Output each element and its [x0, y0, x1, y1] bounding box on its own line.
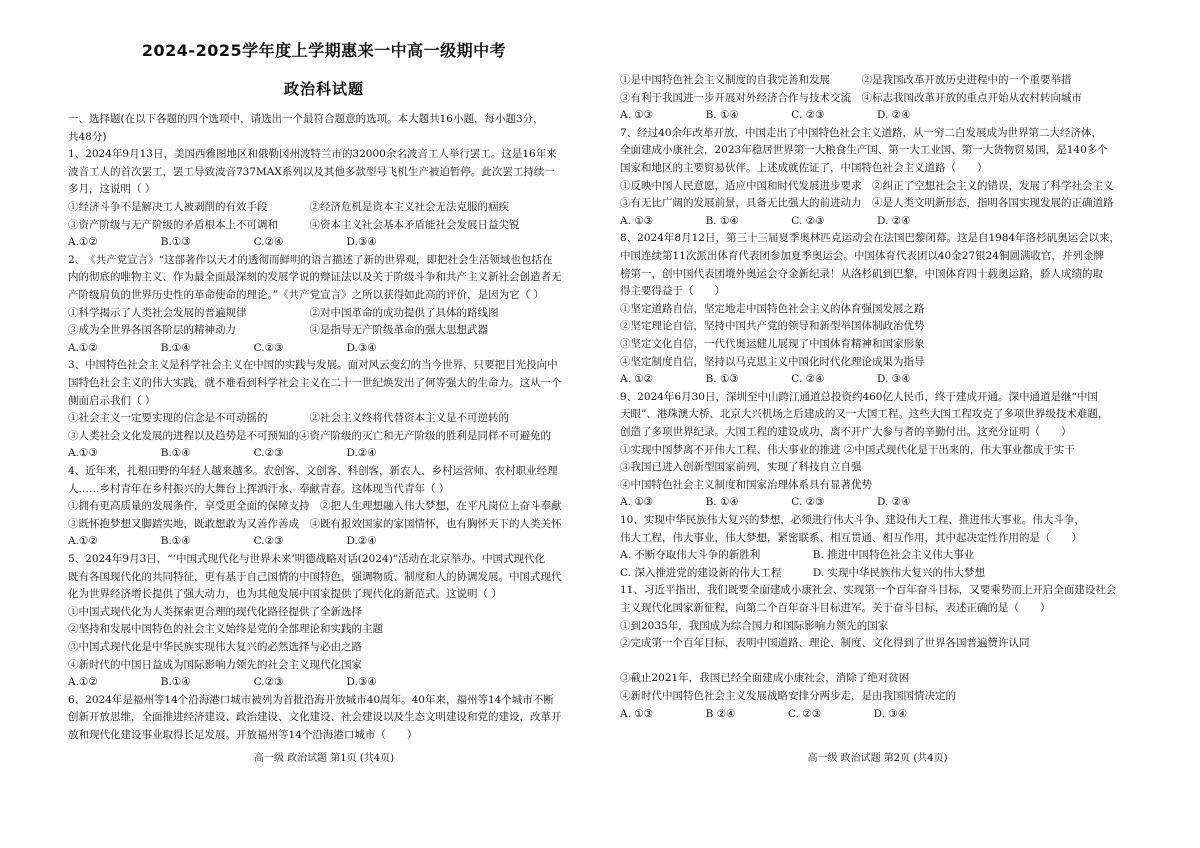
text-line: 2、 《共产党宣言》“这部著作以天才的透彻而鲜明的语言描述了新的世界观，即把社会生活领域也包括在	[68, 253, 553, 266]
text-line: ③有无比广阔的发展前景，具备无比强大的前进动力 ④是人类文明新形态，指明各国实现发展的正确道路	[620, 197, 1114, 210]
text-line: A. ①③ B. ①④ C. ②③ D. ②④	[620, 214, 911, 227]
text-line: ③资产阶级与无产阶级的矛盾根本上不可调和 ④资本主义社会基本矛盾能社会发展日益尖锐	[68, 218, 520, 231]
text-line: 创造了多项世界纪录。大国工程的建设成功，离不开广大参与者的辛勤付出。这充分证明（ ）	[620, 426, 1072, 438]
text-line: ③坚定文化自信，一代代奥运健儿展现了中国体育精神和国家形象	[620, 338, 925, 350]
text-line: 10、实现中华民族伟大复兴的梦想，必须进行伟大斗争、建设伟大工程、推进伟大事业。伟大斗争，	[620, 514, 1085, 526]
text-line: A. 不断夺取伟大斗争的新胜利 B. 推进中国特色社会主义伟大事业	[620, 549, 975, 562]
text-line: 5、2024年9月3日，“‘中国式现代化与世界未来’明德战略对话(2024)”活动在北京举办。中国式现代化	[68, 553, 546, 565]
text-line: A. ①③ B. ①④ C. ②③ D. ②④	[620, 109, 911, 122]
text-line: 中国连续第11次派出体育代表团参加夏季奥运会。中国体育代表团以40金27银24铜圆满收官，并列金牌	[620, 250, 1104, 262]
text-line: ③成为全世界各国各阶层的精神动力 ④是指导无产阶级革命的强大思想武器	[68, 324, 488, 337]
text-line: ②坚定理论自信，坚持中国共产党的领导和新型举国体制政治优势	[620, 320, 925, 333]
text-line: 3、中国特色社会主义是科学社会主义在中国的实践与发展。面对风云变幻的当今世界，只要把目光投向中	[68, 359, 558, 372]
text-line: 创新开放思维，全面推进经济建设、政治建设、文化建设、社会建设以及生态文明建设和党的建设，改革开	[68, 711, 562, 724]
text-line: A. ①③ B. ①④ C. ②③ D. ②④	[620, 496, 911, 509]
text-line: ③我国已进入创新型国家前列，实现了科技自立自强	[620, 461, 862, 474]
text-line: ④坚定制度自信，坚持以马克思主义中国化时代化理论成果为指导	[620, 355, 925, 368]
text-line: 国特色社会主义的伟大实践，就不难看到科学社会主义在二十一世纪焕发出了何等强大的生命力。这从一个	[68, 377, 562, 389]
text-line: 4、近年来，扎根田野的年轻人越来越多。农创客、文创客、科创客，新农人、乡村运营师、农村职业经理	[68, 465, 558, 477]
text-line: ①坚定道路自信，坚定地走中国特色社会主义的体育强国发展之路	[620, 302, 925, 315]
text-line: 主义现代化国家新征程，向第二个百年奋斗目标进军。关于奋斗目标，表述正确的是（ ）	[620, 602, 1051, 614]
text-line: ②坚持和发展中国特色的社会主义始终是党的全部理论和实践的主题	[68, 623, 383, 636]
text-line: 国家和地区的主要贸易伙伴。上述成就佐证了，中国特色社会主义道路（ ）	[620, 162, 988, 174]
text-line: 共48分)	[68, 130, 107, 143]
footer-left: 高一级 政治试题 第1页 (共4页)	[253, 753, 395, 764]
text-line: ②完成第一个百年目标，表明中国道路、理论、制度、文化得到了世界各国普遍赞许认同	[620, 637, 1030, 650]
text-line: ①反映中国人民意愿，适应中国和时代发展进步要求 ②纠正了空想社会主义的错误，发展了科学社会主义	[620, 179, 1114, 192]
text-line: ①科学揭示了人类社会发展的普遍规律 ②对中国革命的成功提供了具体的路线图	[68, 306, 499, 319]
text-line: ③既怀抱梦想又脚踏实地，既敢想敢为又善作善成 ④既有报效国家的家国情怀，也有胸怀天下的人类关怀	[68, 517, 562, 530]
text-line: 1、2024年9月13日，美国西雅图地区和俄勒冈州波特兰市的32000余名波音工人举行罢工。这是16年来	[68, 148, 557, 161]
text-line: 多月，这说明（ ）	[68, 183, 156, 196]
text-line: 榜第一，创中国代表团境外奥运会夺金新纪录！从洛杉矶到巴黎，中国体育四十载奥运路，骄人成绩的取	[620, 267, 1103, 280]
text-line: ③中国式现代化是中华民族实现伟大复兴的必然选择与必由之路	[68, 641, 362, 653]
text-line: 产阶级肩负的世界历史性的革命使命的理论。”《共产党宣言》之所以获得如此高的评价，是因为它（ ）	[68, 289, 544, 301]
text-line: ①社会主义一定要实现的信念是不可动摇的 ②社会主义终将代替资本主义是不可逆转的	[68, 412, 509, 425]
text-line: ①是中国特色社会主义制度的自我完善和发展 ②是我国改革开放历史进程中的一个重要举措	[620, 74, 1072, 86]
text-line: A.①② B.①④ C.②③ D.②④	[68, 535, 377, 548]
text-line: A.①③ B.①④ C.②③ D.②④	[68, 447, 377, 460]
text-line: 11、习近平指出，我们既要全面建成小康社会、实现第一个百年奋斗目标，又要乘势而上开启全面建设社会	[620, 584, 1117, 597]
text-line: 侧面启示我们（ ）	[68, 394, 156, 407]
text-line: 放和现代化建设事业取得长足发展。开放福州等14个沿海港口城市（ ）	[68, 729, 418, 741]
text-line: ①实现中国梦离不开伟大工程、伟大事业的推进 ②中国式现代化是干出来的，伟大事业都成于实干	[620, 443, 1075, 456]
text-line: ①到2035年，我国成为综合国力和国际影响力领先的国家	[620, 619, 889, 632]
text-line: C. 深入推进党的建设新的伟大工程 D. 实现中华民族伟大复兴的伟大梦想	[620, 566, 986, 579]
text-line: ④中国特色社会主义制度和国家治理体系具有显著优势	[620, 478, 872, 491]
footer-right: 高一级 政治试题 第2页 (共4页)	[807, 753, 948, 764]
text-line: 一、选择题(在以下各题的四个选项中，请选出一个最符合题意的选项。本大题共16小题，每小题3分，	[68, 113, 544, 125]
text-line: 7、经过40余年改革开放，中国走出了中国特色社会主义道路，从一穷二白发展成为世界第二大经济体，	[620, 126, 1103, 139]
text-line: 得主要得益于（ ）	[620, 285, 725, 298]
text-line: 伟大工程，伟大事业，伟大梦想，紧密联系、相互贯通、相互作用，其中起决定性作用的是（ ）	[620, 531, 1082, 544]
text-line: 人……乡村青年在乡村振兴的大舞台上挥洒汗水、奉献青春。这体现当代青年（ ）	[68, 482, 450, 495]
text-line: 天眼”、港珠澳大桥、北京大兴机场之后建成的又一大国工程。这些大国工程攻克了多项世界级技术难题，	[620, 408, 1109, 421]
text-line: 全面建成小康社会，2023年稳居世界第一大粮食生产国、第一大工业国、第一大货物贸易国，是140多个	[620, 144, 1108, 157]
text-line: A.①② B.①④ C.②③ D.③④	[68, 676, 377, 689]
exam-subtitle: 政治科试题	[283, 80, 364, 98]
text-line: ④新时代的中国日益成为国际影响力领先的社会主义现代化国家	[68, 658, 362, 671]
text-line: ①拥有更高质量的发展条件，享受更全面的保障支持 ②把人生理想融入伟大梦想，在平凡岗位上奋斗奉献	[68, 500, 562, 513]
text-line: A. ①② B. ①③ C. ②④ D. ③④	[620, 373, 911, 386]
text-line: ③截止2021年，我国已经全面建成小康社会，消除了绝对贫困	[620, 672, 910, 685]
text-line: ①经济斗争不是解决工人被剥削的有效手段 ②经济危机是资本主义社会无法克服的痼疾	[68, 201, 509, 213]
text-line: A. ①③ B ②④ C. ②③ D. ③④	[620, 707, 908, 720]
text-line: A.①② B.①④ C.②③ D.③④	[68, 341, 377, 354]
text-line: 9、2024年6月30日，深圳至中山跨江通道总投资约460亿人民币，终于建成开通。深中通道是继“中国	[620, 390, 1098, 403]
text-line: ③人类社会文化发展的进程以及趋势是不可预知的④资产阶级的灭亡和无产阶级的胜利是同样不可避免的	[68, 429, 551, 442]
text-line: ④新时代中国特色社会主义发展战略安排分两步走，是由我国国情决定的	[620, 690, 956, 702]
text-line: 化为世界经济增长提供了强大动力，也为其他发展中国家提供了现代化的新范式。这说明（ ）	[68, 588, 502, 601]
text-line: 波音工人的首次罢工，罢工导致波音737MAX系列以及其他多款型号飞机生产被迫暂停。此次罢工持续一	[68, 165, 555, 178]
text-line: ①中国式现代化为人类探索更合理的现代化路径提供了全新选择	[68, 605, 362, 618]
text-line: 8、2024年8月12日，第三十三届夏季奥林匹克运动会在法国巴黎闭幕。这是自1984年洛杉矶奥运会以来，	[620, 232, 1121, 245]
text-line: A.①② B.①③ C.②④ D.③④	[68, 236, 377, 249]
text-line: 既有各国现代化的共同特征，更有基于自己国情的中国特色，强调物质、制度和人的协调发展。中国式现代	[68, 570, 562, 583]
text-line: 内的彻底的唯物主义、作为最全面最深刻的发展学说的辩证法以及关于阶级斗争和共产主义新社会创造者无	[68, 271, 562, 284]
exam-title: 2024-2025学年度上学期惠来一中高一级期中考	[141, 41, 507, 60]
text-line: ③有利于我国进一步开展对外经济合作与技术交流 ④标志我国改革开放的重点开始从农村转向城市	[620, 91, 1082, 104]
text-line	[620, 655, 1135, 669]
text-line: 6、2024年是福州等14个沿海港口城市被列为首批沿海开放城市40周年。40年来，福州等14个城市不断	[68, 693, 554, 706]
